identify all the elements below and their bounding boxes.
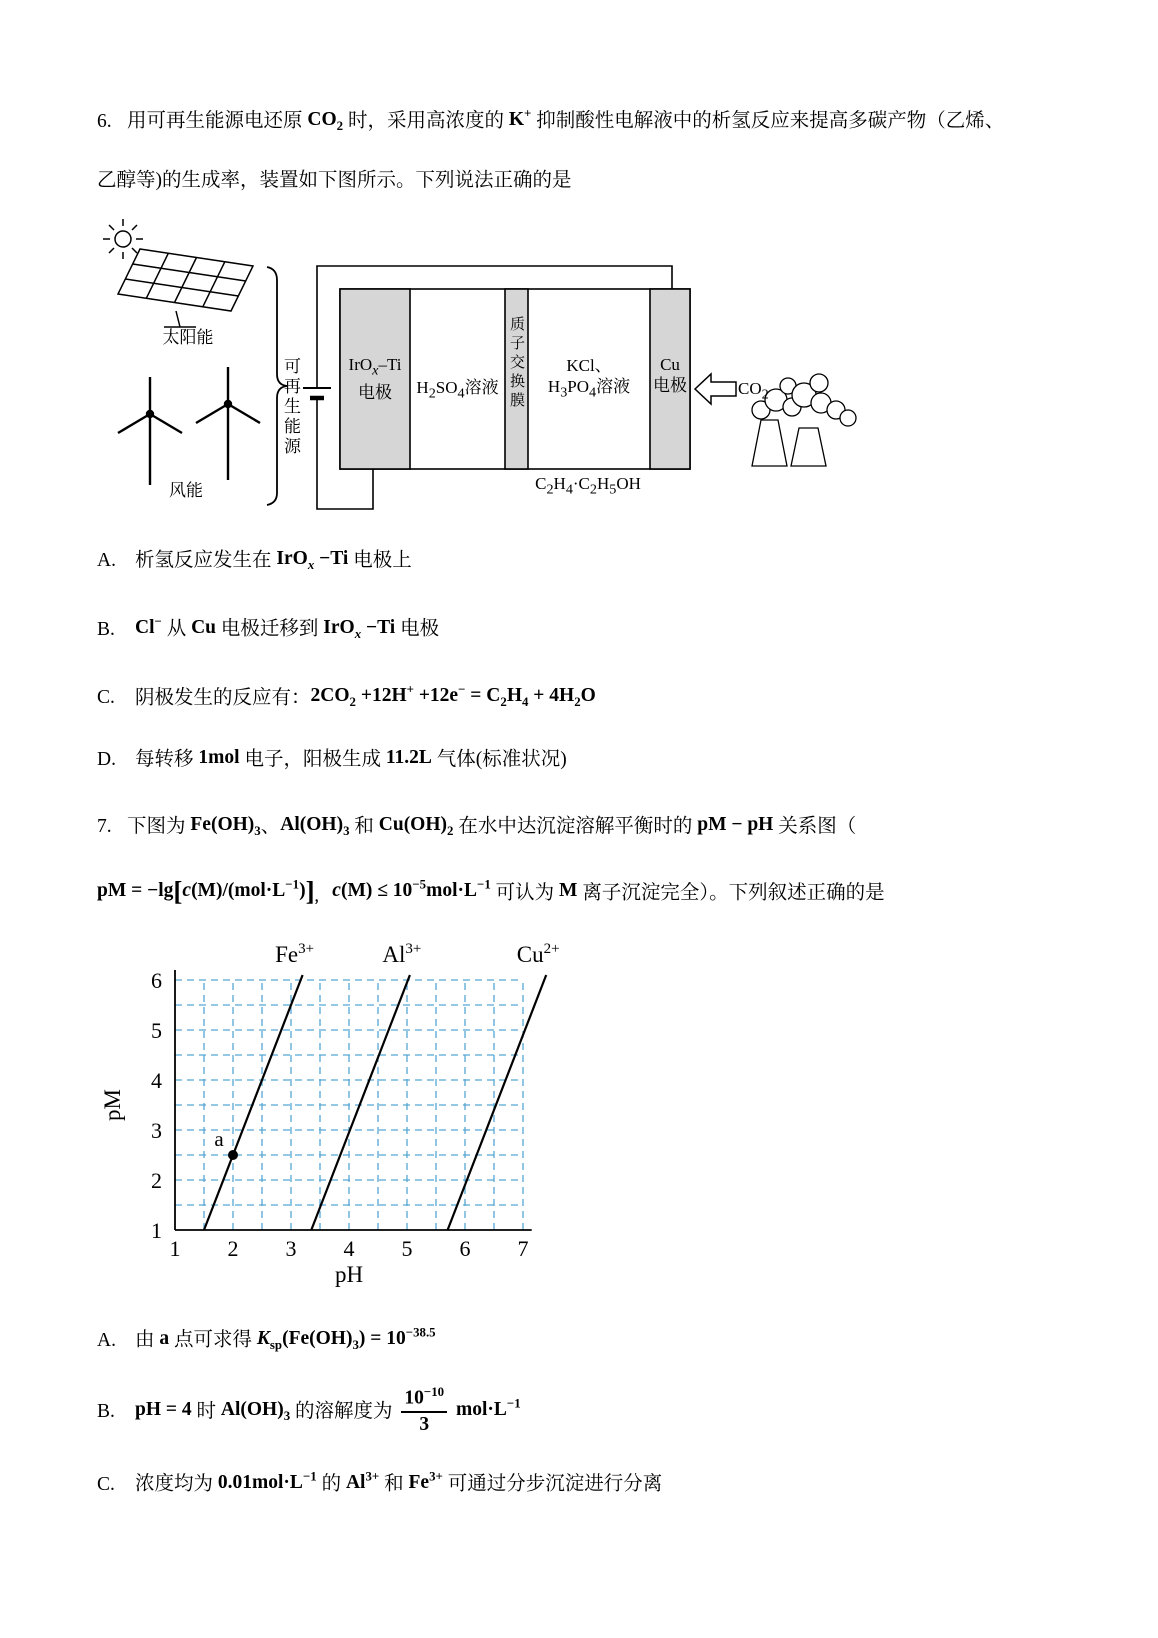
- option-letter: A.: [97, 1329, 116, 1351]
- x-tick-label: 2: [227, 1236, 239, 1262]
- pm-ph-chart-graphics: [88, 932, 608, 1294]
- series-label-Fe3+: $Fe^{3+}$: [275, 941, 315, 968]
- option-text: pH = 4 时 $Al(OH)_3$ 的溶解度为 $\frac{10^{-10}}{3}$ $mol\cdot L^{-1}$: [135, 1384, 521, 1435]
- x-tick-label: 1: [169, 1236, 181, 1262]
- x-axis-title: pH: [334, 1262, 364, 1288]
- option-text: Cl− 从 Cu 电极迁移到 IrO$_x$ −Ti 电极: [135, 614, 440, 641]
- catholyte-label: KCl、 $H_3PO_4$溶液: [547, 356, 631, 401]
- q7-options: [97, 1318, 1088, 1500]
- option-letter: C.: [97, 1473, 115, 1495]
- solar-panel-icon: [118, 249, 253, 327]
- anode-label: IrO$_x$–Ti 电极: [348, 355, 402, 402]
- series-label-Al3+: $Al^{3+}$: [382, 941, 422, 968]
- series-label-Cu2+: $Cu^{2+}$: [516, 941, 560, 968]
- point-a: [228, 1150, 238, 1160]
- co2-label: $CO_2$: [738, 379, 769, 403]
- x-tick-label: 4: [343, 1236, 355, 1262]
- option-letter: D.: [97, 749, 116, 771]
- option-text: 析氢反应发生在 IrO$_x$ −Ti 电极上: [135, 548, 412, 573]
- option-text: 阴极发生的反应有：$2CO_2 +12H^+ +12e^- = C_2H_4 + 4H_2O$: [135, 682, 596, 710]
- cathode-label: Cu 电极: [653, 355, 687, 396]
- q6-number: 6.: [97, 110, 112, 132]
- pm-ph-chart: [88, 932, 608, 1294]
- sun-icon: [103, 219, 143, 259]
- anolyte-label: $H_2SO_4$溶液: [416, 378, 499, 402]
- solar-label: 太阳能: [162, 328, 214, 348]
- co2-arrow-icon: [695, 374, 736, 404]
- wind-turbine-icon: [196, 367, 260, 480]
- y-tick-label: 4: [151, 1068, 162, 1094]
- q7-option-c: [97, 1462, 1088, 1501]
- q7-option-a: [97, 1318, 1088, 1362]
- option-text: 每转移 1mol 电子，阳极生成 11.2L 气体(标准状况): [135, 747, 567, 771]
- q6-option-a: [97, 545, 1088, 583]
- option-letter: B.: [97, 618, 115, 640]
- wind-turbine-icon: [118, 377, 182, 485]
- y-tick-label: 3: [151, 1118, 162, 1144]
- x-tick-label: 3: [285, 1236, 297, 1262]
- q6-option-b: [97, 607, 1088, 651]
- series-line-Fe3+: [204, 975, 303, 1230]
- wind-label: 风能: [169, 481, 203, 501]
- x-tick-label: 7: [517, 1236, 529, 1262]
- q7-stem: [97, 800, 1088, 926]
- q6-option-d: [97, 744, 1088, 776]
- q6-stem-text: 用可再生能源电还原 $CO_2$ 时，采用高浓度的 K+ 抑制酸性电解液中的析氢反应来提高多碳产物（乙烯、 乙醇等)的生成率，装置如下图所示。下列说法正确的是: [97, 106, 1005, 192]
- q7-number: 7.: [97, 816, 112, 838]
- option-letter: C.: [97, 687, 115, 709]
- q7-option-b: [97, 1384, 1088, 1438]
- y-tick-label: 5: [151, 1018, 162, 1044]
- y-axis-title: pM: [100, 1089, 125, 1122]
- series-line-Cu2+: [448, 975, 547, 1230]
- point-label-a: a: [214, 1127, 224, 1152]
- q7-stem-text: 下图为 $Fe(OH)_3$、$Al(OH)_3$ 和 $Cu(OH)_2$ 在水中达沉淀溶解平衡时的 pM − pH 关系图（ pM = $-\lg[c(M)/(mol\cdot L^{-1})]_,$ $c(M) \le 10^{-5}mol\cdot L^{-1}$ 可认为 M 离子沉淀完全）。下列叙述正确的是: [97, 814, 885, 907]
- y-tick-label: 2: [151, 1168, 162, 1194]
- product-label: $C_2H_4\cdot C_2H_5OH$: [535, 474, 641, 498]
- question-6: [97, 88, 1088, 776]
- renewable-energy-label: 可再生能源: [281, 357, 300, 458]
- q6-options: [97, 545, 1088, 776]
- membrane-label: 质子交换膜: [508, 316, 524, 412]
- battery-icon: [303, 388, 331, 398]
- option-letter: B.: [97, 1400, 115, 1422]
- q6-option-c: [97, 676, 1088, 720]
- y-tick-label: 6: [151, 968, 162, 994]
- series-line-Al3+: [311, 975, 410, 1230]
- option-text: 浓度均为 $0.01mol\cdot L^{-1}$ 的 $Al^{3+}$ 和 $Fe^{3+}$ 可通过分步沉淀进行分离: [135, 1469, 663, 1495]
- option-letter: A.: [97, 550, 116, 572]
- electrolysis-diagram-graphics: [88, 214, 878, 519]
- x-tick-label: 5: [401, 1236, 413, 1262]
- y-tick-label: 1: [151, 1218, 162, 1244]
- q6-stem: [97, 88, 1088, 208]
- option-text: 由 a 点可求得 $K_{sp}(Fe(OH)_3) = 10^{-38.5}$: [135, 1325, 436, 1352]
- x-tick-label: 6: [459, 1236, 471, 1262]
- question-7: [97, 800, 1088, 1501]
- electrolysis-diagram: [88, 214, 878, 519]
